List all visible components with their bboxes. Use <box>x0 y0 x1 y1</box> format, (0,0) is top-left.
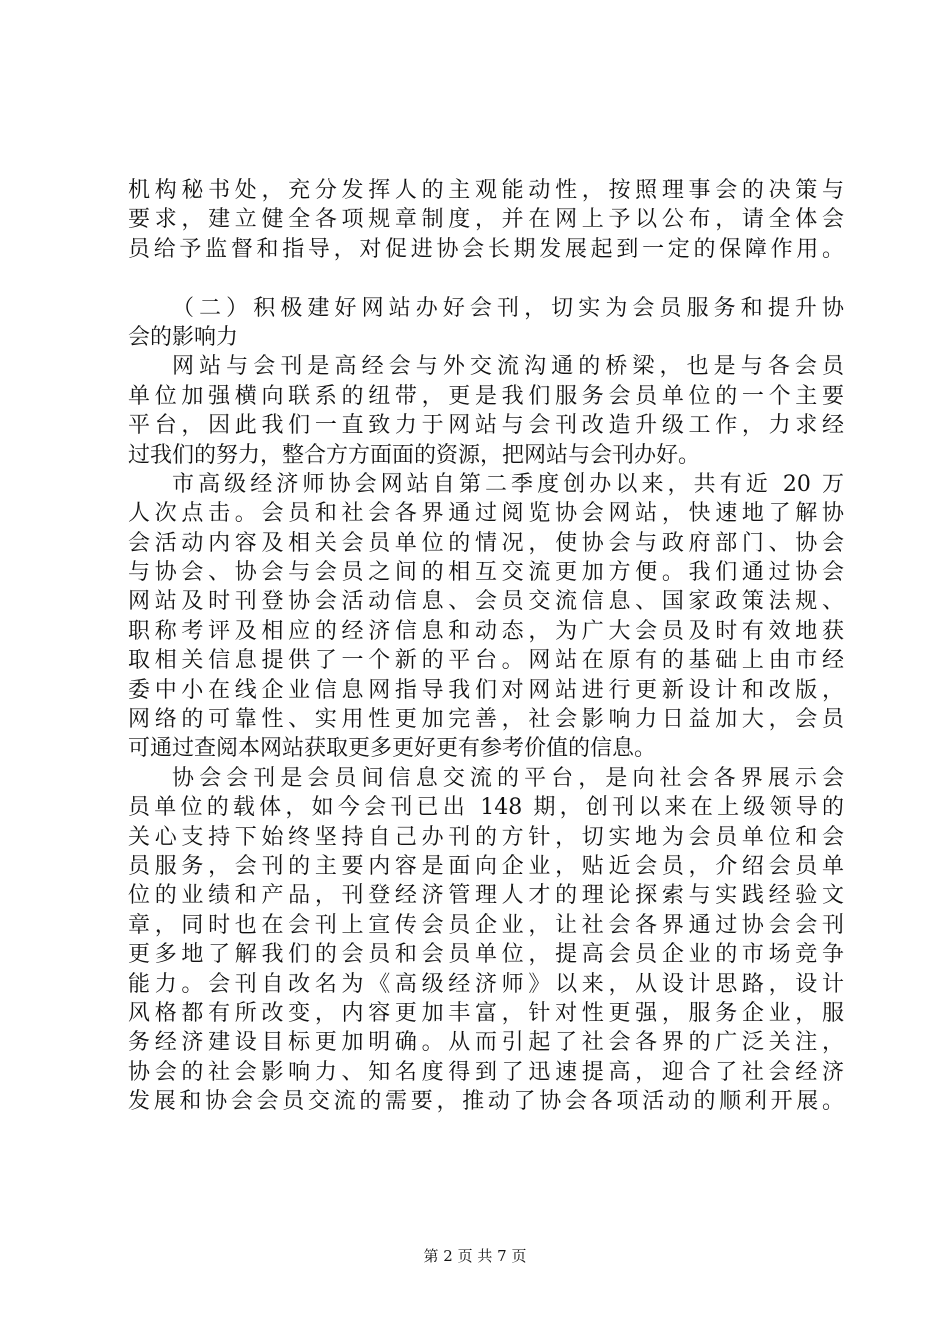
text-line: 市高级经济师协会网站自第二季度创办以来，共有近 20 万 <box>172 471 844 497</box>
text-line: 单位加强横向联系的纽带，更是我们服务会员单位的一个主要 <box>128 383 844 409</box>
paragraph-gap <box>128 264 844 293</box>
text-line: 员给予监督和指导，对促进协会长期发展起到一定的保障作用。 <box>128 236 844 262</box>
text-line: 委中小在线企业信息网指导我们对网站进行更新设计和改版， <box>128 677 844 703</box>
paragraph-journal <box>128 764 844 1117</box>
text-line: 机构秘书处，充分发挥人的主观能动性，按照理事会的决策与 <box>128 178 844 203</box>
text-line: 平台，因此我们一直致力于网站与会刊改造升级工作，力求经 <box>128 413 844 439</box>
section-heading <box>128 294 844 353</box>
text-line: 协会会刊是会员间信息交流的平台，是向社会各界展示会 <box>172 765 844 791</box>
text-line: 与协会、协会与会员之间的相互交流更加方便。我们通过协会 <box>128 560 844 586</box>
text-line: 务经济建设目标更加明确。从而引起了社会各界的广泛关注， <box>128 1030 844 1056</box>
text-line: 员单位的载体，如今会刊已出 148 期，创刊以来在上级领导的 <box>128 795 844 821</box>
intro-paragraph <box>128 176 844 264</box>
text-line: 会活动内容及相关会员单位的情况，使协会与政府部门、协会 <box>128 530 844 556</box>
heading-line: （二）积极建好网站办好会刊，切实为会员服务和提升协 <box>172 295 844 321</box>
text-line: 人次点击。会员和社会各界通过阅览协会网站，快速地了解协 <box>128 501 844 527</box>
text-line: 职称考评及相应的经济信息和动态，为广大会员及时有效地获 <box>128 618 844 644</box>
text-line: 网络的可靠性、实用性更加完善，社会影响力日益加大，会员 <box>128 707 844 733</box>
text-line: 网站及时刊登协会活动信息、会员交流信息、国家政策法规、 <box>128 589 844 615</box>
text-line: 发展和协会会员交流的需要，推动了协会各项活动的顺利开展。 <box>128 1089 844 1115</box>
paragraph-website-and-journal <box>128 352 844 470</box>
text-line: 员服务，会刊的主要内容是面向企业，贴近会员，介绍会员单 <box>128 853 844 879</box>
text-line: 能力。会刊自改名为《高级经济师》以来，从设计思路，设计 <box>128 971 844 997</box>
page-number-footer: 第 2 页 共 7 页 <box>423 1247 527 1265</box>
text-line: 可通过查阅本网站获取更多更好更有参考价值的信息。 <box>128 736 657 762</box>
text-line: 协会的社会影响力、知名度得到了迅速提高，迎合了社会经济 <box>128 1059 844 1085</box>
text-line: 更多地了解我们的会员和会员单位，提高会员企业的市场竞争 <box>128 942 844 968</box>
text-line: 章，同时也在会刊上宣传会员企业，让社会各界通过协会会刊 <box>128 912 844 938</box>
heading-line: 会的影响力 <box>128 324 239 350</box>
paragraph-website <box>128 470 844 764</box>
text-line: 风格都有所改变，内容更加丰富，针对性更强，服务企业，服 <box>128 1000 844 1026</box>
document-body <box>128 176 844 1117</box>
text-line: 网站与会刊是高经会与外交流沟通的桥梁，也是与各会员 <box>172 354 844 380</box>
text-line: 要求，建立健全各项规章制度，并在网上予以公布，请全体会 <box>128 207 844 233</box>
text-line: 取相关信息提供了一个新的平台。网站在原有的基础上由市经 <box>128 648 844 674</box>
text-line: 位的业绩和产品，刊登经济管理人才的理论探索与实践经验文 <box>128 883 844 909</box>
text-line: 过我们的努力，整合方方面面的资源，把网站与会刊办好。 <box>128 442 701 468</box>
text-line: 关心支持下始终坚持自己办刊的方针，切实地为会员单位和会 <box>128 824 844 850</box>
